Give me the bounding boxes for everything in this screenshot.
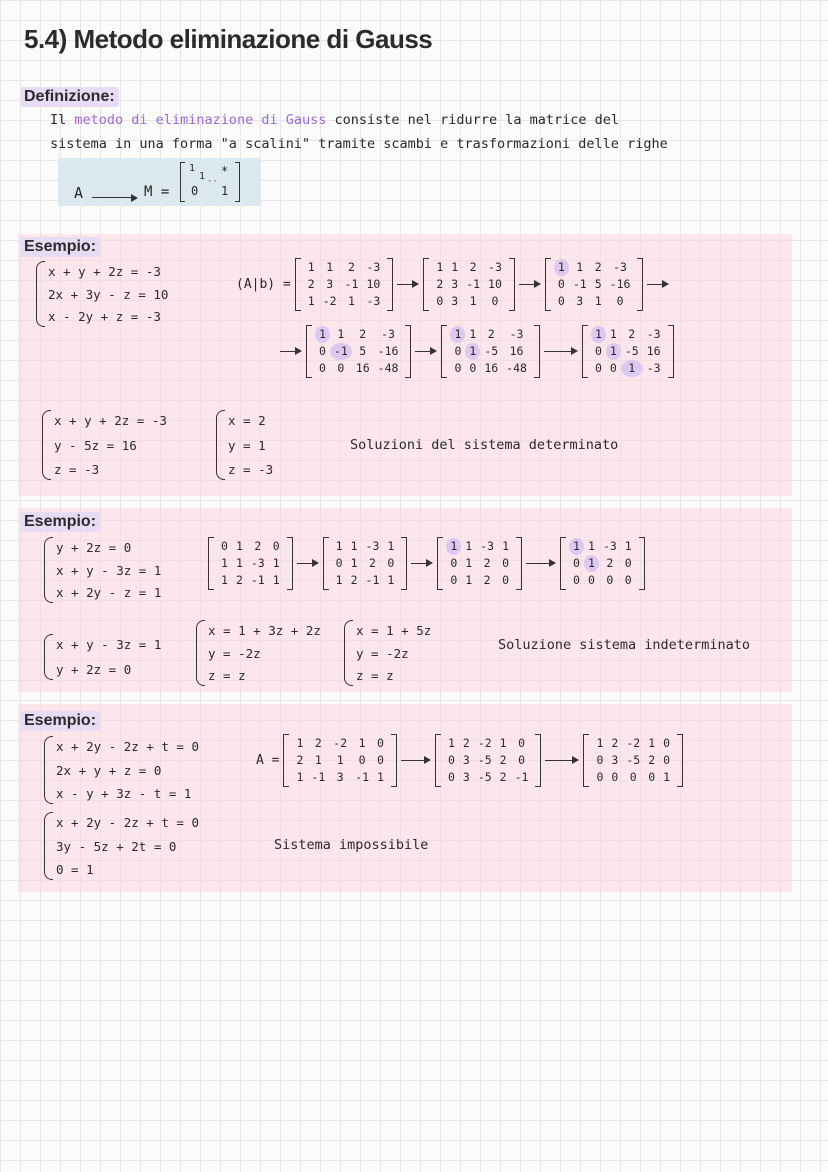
matrix-cell: -2 [477, 736, 492, 750]
bracket [545, 258, 551, 311]
matrix-cell: -3 [613, 260, 627, 274]
matrix-cell: -1 [355, 770, 369, 784]
formula-one-a: 1 [189, 163, 196, 174]
matrix-cell: 0 [436, 294, 444, 308]
example-2-note: Soluzione sistema indeterminato [498, 637, 750, 653]
equation: x + 2y - z = 1 [56, 585, 162, 600]
matrix-cell: 2 [648, 753, 656, 767]
formula-one-c: 1 [221, 184, 229, 198]
bracket [560, 537, 566, 590]
matrix-cell: 1 [307, 294, 315, 308]
matrix-cell: 1 [576, 260, 584, 274]
matrix-cell: 16 [484, 361, 499, 375]
equation: z = z [356, 668, 394, 683]
matrix-cell: 0 [335, 556, 343, 570]
matrix-cell: 0 [377, 753, 384, 767]
matrix-cell: 10 [488, 277, 502, 291]
matrix-cell: 2 [594, 260, 602, 274]
bracket [323, 537, 329, 590]
equation: x + y - 3z = 1 [56, 637, 162, 652]
example-1-reduced-system [42, 410, 167, 480]
bracket [509, 258, 515, 311]
matrix-cell: 5 [594, 277, 602, 291]
matrix-cell: 2 [469, 260, 477, 274]
matrix-cell: 0 [587, 573, 595, 587]
matrix-cell: 3 [336, 770, 344, 784]
matrix-cell: 0 [596, 770, 604, 784]
bracket [583, 734, 589, 787]
definition-rest: consiste nel ridurre la matrice del [334, 112, 619, 128]
matrix-cell: 1 [221, 573, 228, 587]
matrix-cell: 0 [629, 770, 637, 784]
bracket [283, 734, 289, 787]
matrix-cell: 0 [624, 556, 632, 570]
bracket [639, 537, 645, 590]
matrix-e2-2 [323, 537, 408, 590]
equation: y = -2z [356, 645, 409, 661]
equation: x - 2y + z = -3 [48, 309, 161, 324]
matrix-cell: 0 [648, 770, 656, 784]
matrix-cell: 1 [296, 736, 304, 750]
formula-m: M = [144, 184, 170, 200]
matrix-cell: -3 [480, 539, 495, 553]
matrix-cell: 1 [296, 770, 304, 784]
matrix-cell: 0 [596, 753, 604, 767]
page-title: 5.4) Metodo eliminazione di Gauss [24, 24, 433, 54]
formula-box [58, 158, 260, 206]
matrix-cell: 1 [235, 539, 243, 553]
equation: x + 2y - 2z + t = 0 [56, 815, 199, 830]
matrix-cell: -16 [377, 344, 399, 358]
matrix-cell: -5 [624, 344, 639, 358]
equation: x + y + 2z = -3 [48, 264, 161, 279]
example-3-row [256, 734, 683, 787]
matrix-cell: 2 [487, 327, 495, 341]
equation: x + y - 3z = 1 [56, 562, 162, 578]
matrix-cell: 2 [611, 736, 619, 750]
bracket [437, 537, 443, 590]
arrow-icon [544, 347, 578, 357]
matrix-cell: 0 [491, 294, 499, 308]
bracket [36, 261, 45, 327]
matrix-cell: 3 [576, 294, 584, 308]
bracket [44, 736, 53, 804]
matrix-cell: 1 [335, 573, 343, 587]
example-2-parametric-simplified [344, 620, 431, 686]
formula-a: A [74, 184, 84, 202]
bracket [668, 325, 674, 378]
bracket [391, 734, 397, 787]
matrix-cell: 16 [509, 344, 524, 358]
arrow-icon [526, 559, 556, 569]
equation: z = -3 [228, 462, 274, 477]
matrix-cell: 2 [307, 277, 315, 291]
matrix-cell: 0 [573, 556, 580, 570]
matrix-cell: 3 [451, 294, 459, 308]
bracket [216, 410, 225, 480]
bracket [196, 620, 205, 686]
arrow-icon [401, 756, 431, 766]
matrix-cell: -2 [626, 736, 641, 750]
matrix-cell: 2 [606, 556, 614, 570]
matrix-cell: 0 [518, 753, 525, 767]
bracket [637, 258, 643, 311]
matrix-cell: 2 [254, 539, 262, 553]
matrix-cell: -5 [626, 753, 641, 767]
matrix-e1-5 [441, 325, 540, 378]
matrix-cell: 16 [355, 361, 370, 375]
matrix-cell: 1 [663, 770, 671, 784]
matrix-cell: -1 [344, 277, 359, 291]
arrow-icon [397, 280, 419, 290]
definition-term: metodo di eliminazione di Gauss [74, 112, 327, 128]
bracket [677, 734, 683, 787]
matrix-e3-3 [583, 734, 683, 787]
equation: x = 1 + 5z [356, 623, 432, 638]
matrix-cell: 1 [450, 326, 465, 343]
equation: x + y + 2z = -3 [54, 413, 167, 428]
matrix-cell: 1 [554, 259, 569, 276]
matrix-cell: 1 [465, 573, 473, 587]
matrix-cell: 0 [611, 770, 619, 784]
formula-one-b: 1 [199, 171, 206, 182]
bracket [287, 537, 293, 590]
matrix-cell: 1 [465, 343, 480, 360]
bracket [435, 734, 441, 787]
matrix-cell: 1 [221, 556, 228, 570]
matrix-cell: 1 [307, 260, 315, 274]
bracket [306, 325, 312, 378]
matrix-cell: 3 [451, 277, 459, 291]
matrix-e1-2 [423, 258, 515, 311]
equation: 2x + y + z = 0 [56, 762, 162, 778]
matrix-cell: 0 [609, 361, 617, 375]
equation: y = 1 [228, 437, 266, 453]
matrix-cell: 2 [314, 736, 322, 750]
matrix-cell: 0 [624, 573, 632, 587]
matrix-label: A = [256, 753, 280, 768]
example-2-label: Esempio: [20, 512, 100, 532]
matrix-cell: 1 [315, 326, 330, 343]
matrix-cell: 0 [469, 361, 477, 375]
bracket [344, 620, 353, 686]
matrix-cell: 0 [557, 294, 565, 308]
bracket [516, 537, 522, 590]
example-2-reduced-system [44, 634, 161, 680]
matrix-cell: 1 [336, 753, 344, 767]
matrix-cell: 2 [462, 736, 470, 750]
matrix-cell: -3 [366, 260, 381, 274]
matrix-cell: 1 [335, 539, 343, 553]
matrix-cell: 2 [483, 556, 491, 570]
matrix-cell: 0 [502, 556, 510, 570]
matrix-cell: 0 [337, 361, 345, 375]
equation: y + 2z = 0 [56, 540, 132, 555]
definition-il: Il [50, 112, 67, 128]
equation: 2x + 3y - z = 10 [48, 286, 169, 302]
matrix-cell: 1 [469, 327, 477, 341]
arrow-icon [519, 280, 541, 290]
matrix-cell: 1 [350, 556, 358, 570]
matrix-cell: 1 [594, 294, 602, 308]
matrix-cell: 1 [499, 736, 507, 750]
bracket [44, 634, 53, 680]
matrix-cell: 0 [358, 753, 366, 767]
matrix-cell: 1 [609, 327, 617, 341]
matrix-cell: 2 [359, 327, 367, 341]
matrix-cell: 1 [326, 260, 334, 274]
matrix-cell: 1 [350, 539, 358, 553]
matrix-cell: 0 [502, 573, 510, 587]
matrix-cell: 1 [465, 556, 473, 570]
bracket [208, 537, 214, 590]
matrix-e1-6 [582, 325, 674, 378]
matrix-cell: 1 [272, 556, 280, 570]
bracket [44, 537, 53, 603]
arrow-icon [280, 347, 302, 357]
matrix-cell: 1 [465, 539, 473, 553]
bracket [401, 537, 407, 590]
matrix-cell: 16 [646, 344, 661, 358]
example-3-reduced-system [44, 812, 199, 880]
matrix-cell: -1 [466, 277, 481, 291]
matrix-cell: 1 [447, 736, 455, 750]
matrix-cell: 1 [436, 260, 444, 274]
augmented-label: (A|b) = [236, 277, 291, 292]
equation: x - y + 3z - t = 1 [56, 786, 192, 801]
formula-star: * [221, 164, 229, 178]
matrix-cell: 2 [628, 327, 636, 341]
formula-arrow-icon [92, 193, 138, 203]
matrix-cell: 2 [499, 770, 507, 784]
matrix-cell: -1 [365, 573, 380, 587]
matrix-cell: 2 [369, 556, 376, 570]
matrix-cell: 1 [648, 736, 656, 750]
matrix-cell: 1 [584, 555, 599, 572]
bracket [441, 325, 447, 378]
matrix-cell: 2 [348, 260, 355, 274]
equation: z = -3 [54, 462, 100, 477]
bracket [423, 258, 429, 311]
matrix-cell: 1 [358, 736, 366, 750]
equation: y - 5z = 16 [54, 437, 137, 453]
bracket [295, 258, 301, 311]
matrix-cell: 0 [387, 556, 395, 570]
matrix-cell: -3 [646, 361, 661, 375]
matrix-cell: 2 [350, 573, 358, 587]
matrix-cell: 1 [596, 736, 604, 750]
matrix-e2-1 [208, 537, 293, 590]
matrix-cell: 1 [314, 753, 322, 767]
equation: 3y - 5z + 2t = 0 [56, 838, 177, 854]
matrix-cell: 1 [387, 573, 395, 587]
example-1-label: Esempio: [20, 237, 100, 257]
bracket [405, 325, 411, 378]
example-1-solution [216, 410, 273, 480]
matrix-cell: 1 [587, 539, 595, 553]
bracket [387, 258, 393, 311]
matrix-cell: 0 [319, 361, 326, 375]
matrix-cell: -5 [477, 770, 492, 784]
matrix-cell: 2 [499, 753, 507, 767]
matrix-cell: -3 [250, 556, 265, 570]
matrix-cell: 1 [387, 539, 395, 553]
matrix-cell: -1 [250, 573, 265, 587]
bracket [582, 325, 588, 378]
equation: y = -2z [208, 645, 261, 661]
matrix-cell: -3 [646, 327, 661, 341]
matrix-cell: 0 [272, 539, 280, 553]
matrix-e3-2 [435, 734, 542, 787]
matrix-cell: 1 [337, 327, 345, 341]
example-3-note: Sistema impossibile [274, 837, 429, 853]
matrix-cell: 1 [348, 294, 355, 308]
matrix-cell: 2 [296, 753, 304, 767]
arrow-icon [297, 559, 319, 569]
arrow-icon [545, 756, 579, 766]
matrix-cell: 1 [469, 294, 477, 308]
matrix-cell: 0 [616, 294, 624, 308]
example-1-row-1 [236, 258, 669, 311]
matrix-cell: 1 [451, 260, 459, 274]
matrix-cell: 3 [326, 277, 334, 291]
matrix-cell: 0 [454, 361, 462, 375]
matrix-cell: -3 [365, 539, 380, 553]
equation: x + 2y - 2z + t = 0 [56, 739, 199, 754]
matrix-cell: 0 [606, 573, 614, 587]
matrix-cell: 0 [450, 556, 458, 570]
matrix-cell: 10 [366, 277, 381, 291]
matrix-e3-1 [283, 734, 396, 787]
matrix-cell: -3 [381, 327, 395, 341]
matrix-cell: 0 [221, 539, 228, 553]
matrix-cell: -2 [333, 736, 348, 750]
example-3-system [44, 736, 199, 804]
matrix-cell: 0 [319, 344, 326, 358]
matrix-cell: -48 [506, 361, 527, 375]
matrix-cell: 0 [450, 573, 458, 587]
equation: x = 2 [228, 413, 266, 428]
matrix-cell: 3 [462, 770, 470, 784]
matrix-cell: 0 [557, 277, 565, 291]
example-2-row [208, 537, 645, 590]
matrix-cell: -3 [509, 327, 524, 341]
example-2-system [44, 537, 161, 603]
matrix-cell: 2 [483, 573, 491, 587]
matrix-cell: 0 [447, 770, 455, 784]
matrix-cell: 1 [377, 770, 384, 784]
equation: x = 1 + 3z + 2z [208, 623, 321, 638]
example-3-label: Esempio: [20, 711, 100, 731]
matrix-cell: 1 [446, 538, 461, 555]
matrix-e2-3 [437, 537, 522, 590]
matrix-cell: -5 [477, 753, 492, 767]
matrix-cell: -1 [330, 343, 352, 360]
matrix-cell: 0 [377, 736, 384, 750]
formula-zero: 0 [191, 184, 199, 198]
matrix-cell: -1 [311, 770, 326, 784]
matrix-cell: -3 [602, 539, 617, 553]
example-1-system [36, 261, 168, 327]
matrix-cell: -5 [484, 344, 499, 358]
matrix-cell: 0 [454, 344, 462, 358]
formula-matrix: 1 1 * ·· 0 1 [180, 162, 240, 202]
matrix-cell: 0 [447, 753, 455, 767]
matrix-cell: 2 [436, 277, 444, 291]
bracket [44, 812, 53, 880]
matrix-cell: -3 [488, 260, 502, 274]
matrix-cell: -16 [609, 277, 631, 291]
arrow-icon [647, 280, 669, 290]
matrix-cell: 1 [621, 360, 643, 377]
example-1-row-2 [280, 325, 674, 378]
matrix-e1-1 [295, 258, 394, 311]
matrix-cell: -1 [514, 770, 529, 784]
bracket [534, 325, 540, 378]
matrix-cell: -1 [572, 277, 587, 291]
matrix-cell: -2 [322, 294, 337, 308]
matrix-e2-4 [560, 537, 645, 590]
bracket [42, 410, 51, 480]
matrix-cell: 1 [591, 326, 606, 343]
matrix-e1-3 [545, 258, 644, 311]
matrix-cell: 0 [663, 736, 671, 750]
arrow-icon [411, 559, 433, 569]
matrix-cell: -3 [366, 294, 381, 308]
bracket [535, 734, 541, 787]
matrix-cell: 3 [462, 753, 470, 767]
matrix-cell: 0 [594, 361, 602, 375]
matrix-cell: -48 [377, 361, 399, 375]
equation: 0 = 1 [56, 862, 94, 877]
matrix-cell: 5 [359, 344, 367, 358]
matrix-cell: 2 [235, 573, 243, 587]
equation: z = z [208, 668, 246, 683]
matrix-cell: 1 [569, 538, 584, 555]
definition-line-2: sistema in una forma "a scalini" tramite scambi e trasformazioni delle righe [50, 136, 668, 152]
matrix-cell: 1 [606, 343, 621, 360]
matrix-cell: 1 [502, 539, 510, 553]
matrix-cell: 0 [573, 573, 580, 587]
equation: y + 2z = 0 [56, 662, 132, 677]
matrix-cell: 0 [663, 753, 671, 767]
matrix-cell: 0 [518, 736, 525, 750]
matrix-cell: 0 [594, 344, 602, 358]
matrix-e1-4 [306, 325, 411, 378]
example-2-parametric [196, 620, 321, 686]
definition-line-1 [50, 112, 619, 128]
arrow-icon [415, 347, 437, 357]
matrix-cell: 1 [272, 573, 280, 587]
definition-label: Definizione: [20, 87, 119, 107]
matrix-cell: 3 [611, 753, 619, 767]
matrix-cell: 1 [235, 556, 243, 570]
matrix-cell: 1 [624, 539, 632, 553]
example-1-note: Soluzioni del sistema determinato [350, 437, 619, 453]
